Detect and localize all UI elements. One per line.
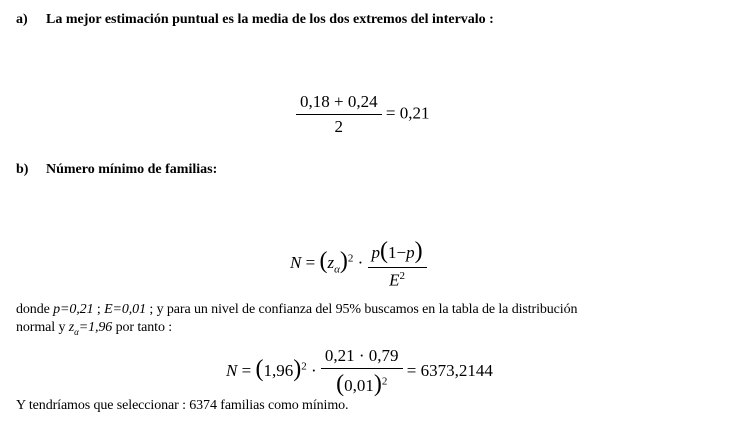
formula-dot: ·	[357, 253, 364, 273]
formula-z: z	[327, 253, 335, 273]
calc-equals-2: =	[406, 360, 417, 380]
formula-numerator: p(1−p)	[371, 238, 423, 264]
formula-square: 2	[347, 252, 354, 265]
equals-sign: =	[385, 103, 396, 123]
formula-equals: =	[305, 253, 316, 273]
formula-fraction	[368, 238, 427, 291]
calc-numerator: 0,21 · 0,79	[324, 346, 399, 365]
formula-alpha: α	[334, 263, 340, 276]
sample-size-formula	[290, 238, 427, 291]
mean-denominator: 2	[334, 117, 344, 136]
mean-formula	[296, 92, 429, 137]
formula-rparen: )	[339, 248, 348, 275]
alpha-subscript: α	[74, 326, 79, 337]
mean-fraction	[296, 92, 382, 137]
calculation-formula: $N = (1,96)^2$ · $\frac{0,21 \cdot 0,79}{(0,01)^2}$ = 6373,2144	[226, 346, 493, 397]
calc-result: 6373,2144	[420, 360, 493, 380]
formula-denominator: $E^2$	[389, 270, 405, 290]
z-value: =1,96	[78, 320, 113, 335]
z-symbol: z	[68, 320, 75, 335]
calc-z-value: 1,96	[263, 360, 294, 380]
mean-numerator: 0,18 + 0,24	[300, 92, 378, 111]
part-a-label: a)	[16, 12, 28, 27]
explanation-line-2: normal y $z_\alpha=1,96$ por tanto :	[16, 320, 173, 337]
conclusion-text: Y tendríamos que seleccionar : 6374 familias como mínimo.	[16, 398, 349, 413]
p-value: p=0,21	[53, 302, 94, 317]
calc-fraction	[321, 346, 403, 398]
part-b-heading-text: Número mínimo de familias:	[46, 162, 218, 177]
calc-n: N	[226, 360, 238, 380]
formula-n: N	[290, 253, 302, 273]
calc-denominator: $(0,01)^2$	[336, 371, 388, 397]
mean-result: 0,21	[399, 103, 430, 123]
part-b-heading	[16, 162, 217, 178]
calc-equals: =	[241, 360, 252, 380]
e-value: E=0,01	[104, 302, 146, 317]
formula-lparen: (	[319, 248, 328, 275]
part-a-heading-text: La mejor estimación puntual es la media de los dos extremos del intervalo :	[46, 12, 494, 27]
part-b-label: b)	[16, 162, 29, 177]
part-a-heading	[16, 12, 494, 28]
explanation-line-1: donde p=0,21 ; E=0,01 ; y para un nivel de confianza del 95% buscamos en la tabla de la distribución	[16, 302, 578, 317]
